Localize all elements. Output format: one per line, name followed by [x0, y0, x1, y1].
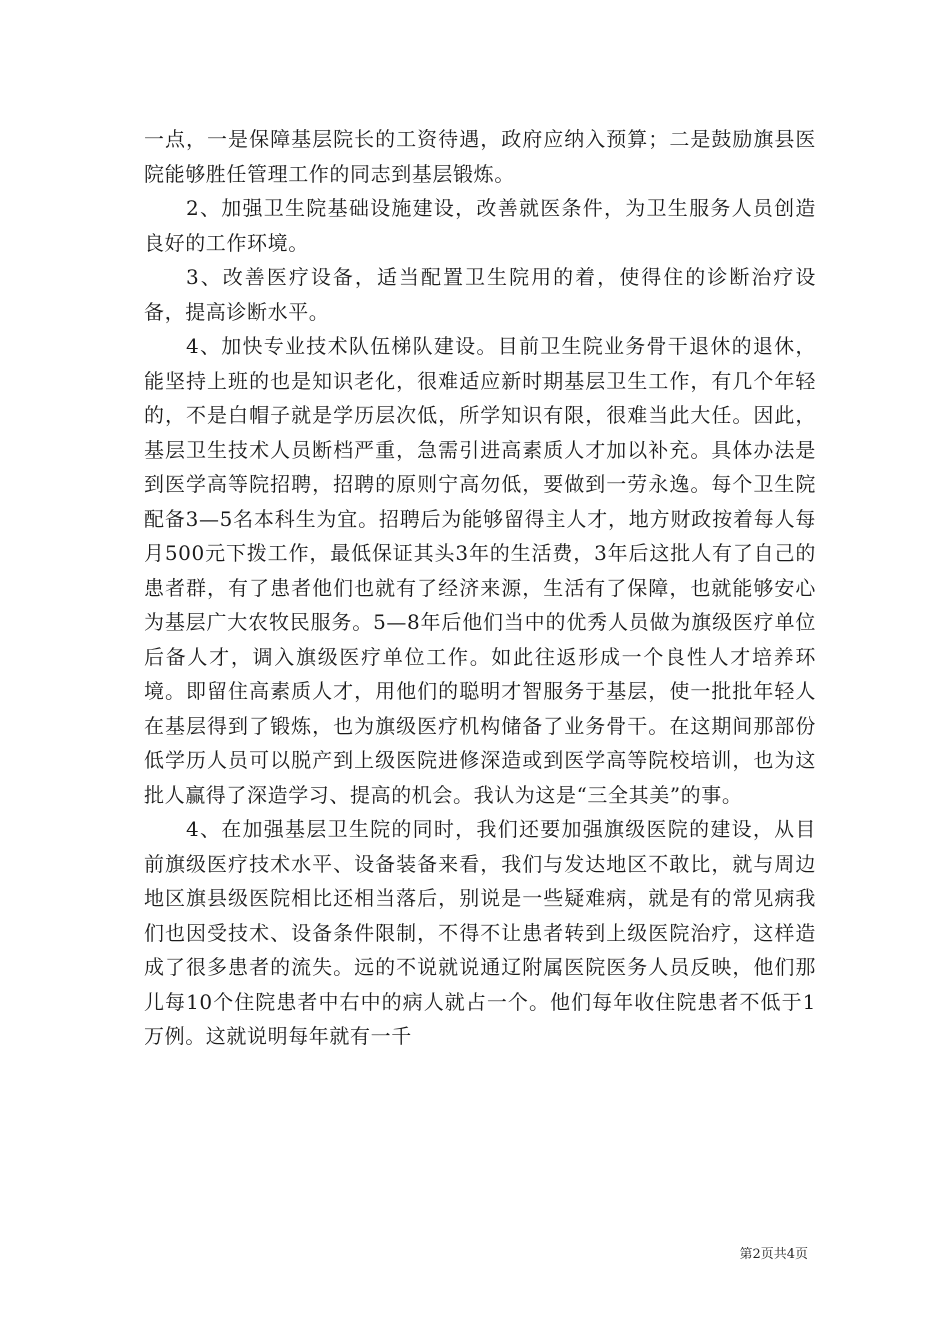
paragraph-item-3: 3、改善医疗设备，适当配置卫生院用的着，使得住的诊断治疗设备，提高诊断水平。 [144, 265, 816, 324]
paragraph-item-4-staffing: 4、加快专业技术队伍梯队建设。目前卫生院业务骨干退休的退休，能坚持上班的也是知识老化，很难适应新时期基层卫生工作，有几个年轻的，不是白帽子就是学历层次低，所学知识有限，很难当此大任。因此，基层卫生技术人员断档严重，急需引进高素质人才加以补充。具体办法是到医学高等院招聘，招聘的原则宁高勿低，要做到一劳永逸。每个卫生院配备3—5名本科生为宜。招聘后为能够留得主人才，地方财政按着每人每月500元下拨工作，最低保证其头3年的生活费，3年后这批人有了自己的患者群，有了患者他们也就有了经济来源，生活有了保障，也就能够安心为基层广大农牧民服务。5—8年后他们当中的优秀人员做为旗级医疗单位后备人才，调入旗级医疗单位工作。如此往返形成一个良性人才培养环境。即留住高素质人才，用他们的聪明才智服务于基层，使一批批年轻人在基层得到了锻炼，也为旗级医疗机构储备了业务骨干。在这期间那部份低学历人员可以脱产到上级医院进修深造或到医学高等院校培训，也为这批人赢得了深造学习、提高的机会。我认为这是“三全其美”的事。 [144, 334, 816, 807]
paragraph-continuation: 一点，一是保障基层院长的工资待遇，政府应纳入预算；二是鼓励旗县医院能够胜任管理工作的同志到基层锻炼。 [144, 127, 816, 186]
paragraph-item-4-county-hospital: 4、在加强基层卫生院的同时，我们还要加强旗级医院的建设，从目前旗级医疗技术水平、设备装备来看，我们与发达地区不敢比，就与周边地区旗县级医院相比还相当落后，别说是一些疑难病，就是有的常见病我们也因受技术、设备条件限制，不得不让患者转到上级医院治疗，这样造成了很多患者的流失。远的不说就说通辽附属医院医务人员反映，他们那儿每10个住院患者中右中的病人就占一个。他们每年收住院患者不低于1万例。这就说明每年就有一千 [144, 817, 816, 1048]
page-number: 第2页共4页 [739, 1247, 808, 1262]
document-body [144, 122, 816, 1054]
paragraph-item-2: 2、加强卫生院基础设施建设，改善就医条件，为卫生服务人员创造良好的工作环境。 [144, 196, 816, 255]
